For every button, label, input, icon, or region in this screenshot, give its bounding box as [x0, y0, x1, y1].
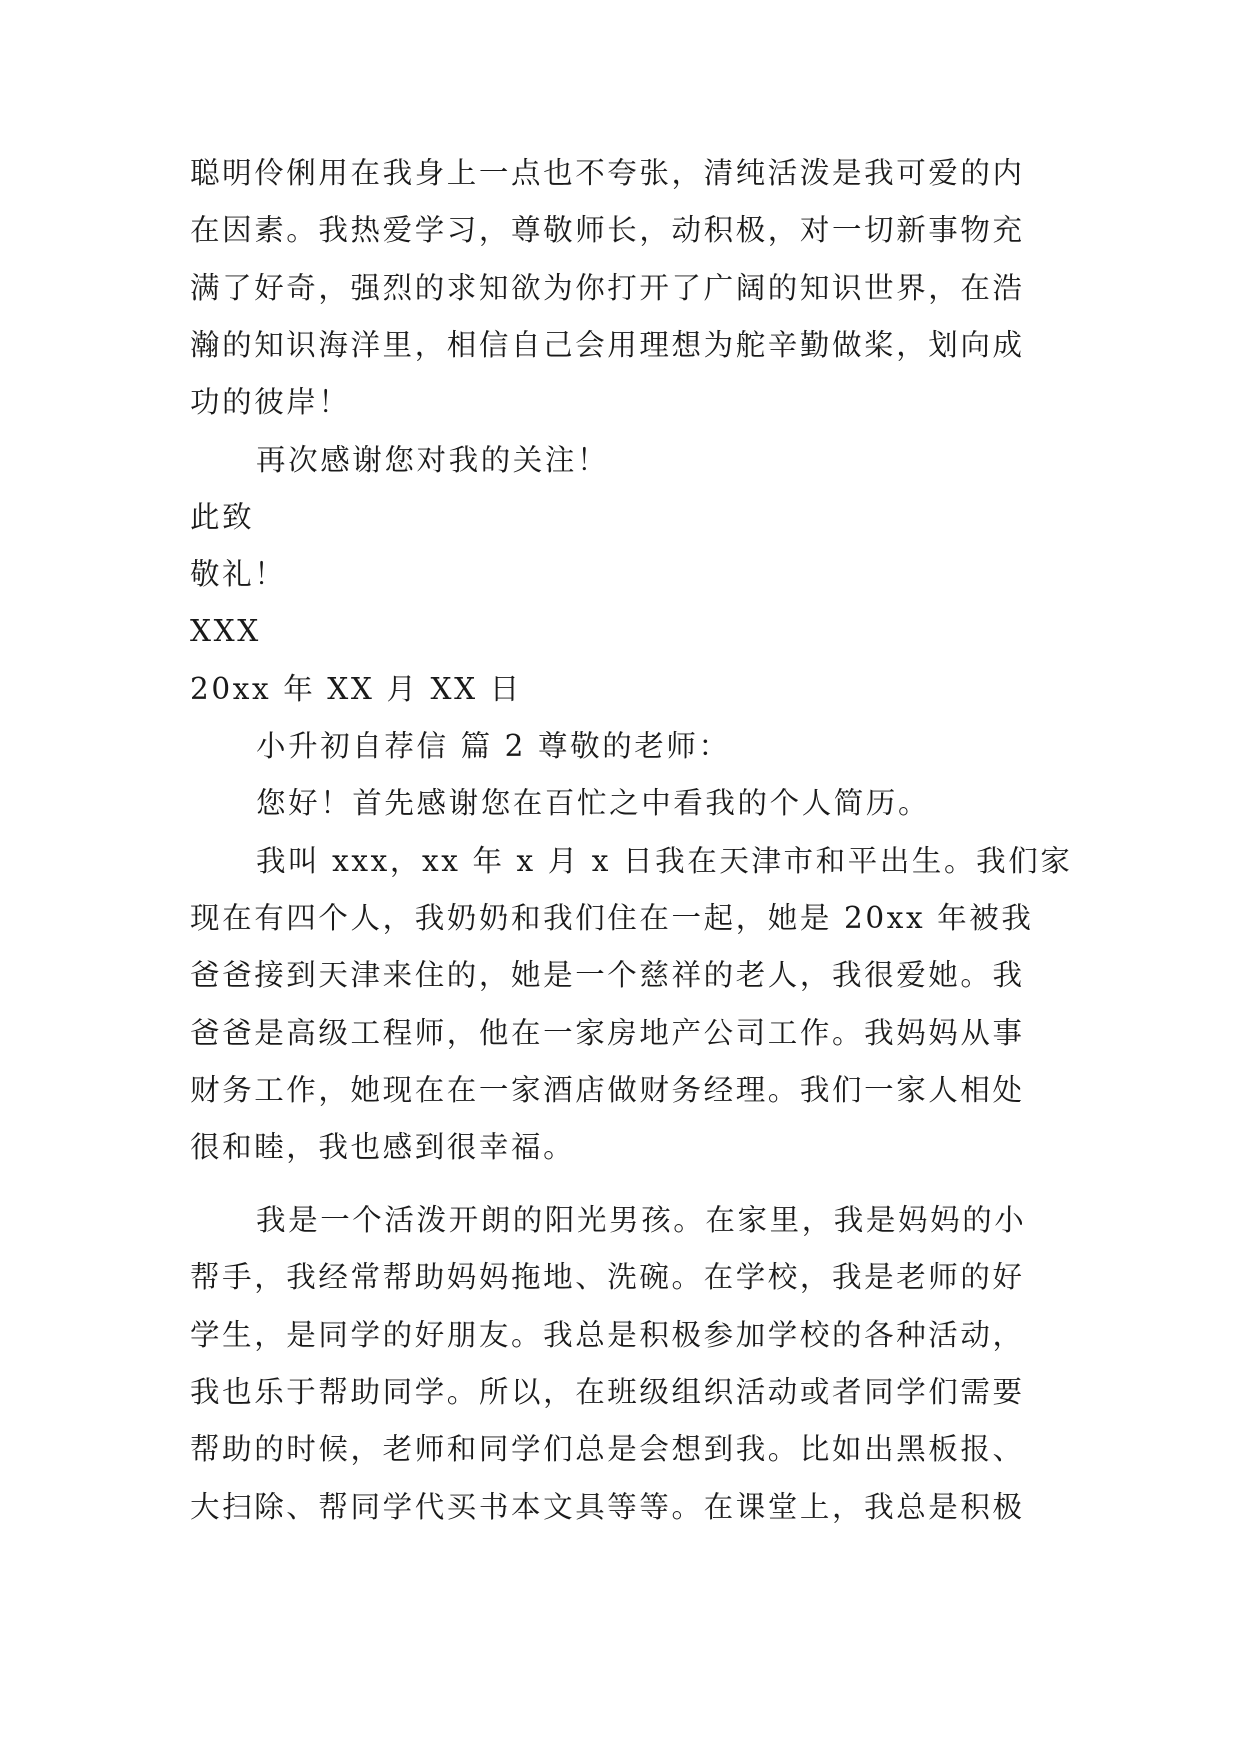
signature-date: 20xx 年 XX 月 XX 日 — [190, 672, 522, 706]
text-line: 您好！首先感谢您在百忙之中看我的个人简历。 — [256, 786, 931, 820]
closing-regards: 敬礼！ — [190, 557, 287, 591]
text-line: 帮助的时候，老师和同学们总是会想到我。比如出黑板报、 — [190, 1432, 1025, 1466]
text-line: 现在有四个人，我奶奶和我们住在一起，她是 20xx 年被我 — [190, 901, 1034, 935]
text-line: 很和睦，我也感到很幸福。 — [190, 1130, 576, 1164]
text-line: 财务工作，她现在在一家酒店做财务经理。我们一家人相处 — [190, 1073, 1025, 1107]
text-line: 学生，是同学的好朋友。我总是积极参加学校的各种活动， — [190, 1318, 1025, 1352]
text-line: 我也乐于帮助同学。所以，在班级组织活动或者同学们需要 — [190, 1375, 1025, 1409]
text-line: 我叫 xxx，xx 年 x 月 x 日我在天津市和平出生。我们家 — [256, 844, 1073, 878]
text-line: 在因素。我热爱学习，尊敬师长，动积极，对一切新事物充 — [190, 213, 1025, 247]
closing-salutation: 此致 — [190, 500, 255, 534]
text-line: 爸爸接到天津来住的，她是一个慈祥的老人，我很爱她。我 — [190, 958, 1025, 992]
text-line: 我是一个活泼开朗的阳光男孩。在家里，我是妈妈的小 — [256, 1203, 1027, 1237]
text-line: 瀚的知识海洋里，相信自己会用理想为舵辛勤做桨，划向成 — [190, 328, 1025, 362]
text-line: 爸爸是高级工程师，他在一家房地产公司工作。我妈妈从事 — [190, 1016, 1025, 1050]
text-line: 聪明伶俐用在我身上一点也不夸张，清纯活泼是我可爱的内 — [190, 156, 1025, 190]
text-line: 帮手，我经常帮助妈妈拖地、洗碗。在学校，我是老师的好 — [190, 1260, 1025, 1294]
text-line: 大扫除、帮同学代买书本文具等等。在课堂上，我总是积极 — [190, 1490, 1025, 1524]
text-line: 再次感谢您对我的关注！ — [256, 443, 610, 477]
text-line: 功的彼岸！ — [190, 385, 351, 419]
section-heading: 小升初自荐信 篇 2 尊敬的老师： — [256, 729, 731, 763]
signature-name: XXX — [190, 614, 261, 648]
text-line: 满了好奇，强烈的求知欲为你打开了广阔的知识世界，在浩 — [190, 271, 1025, 305]
